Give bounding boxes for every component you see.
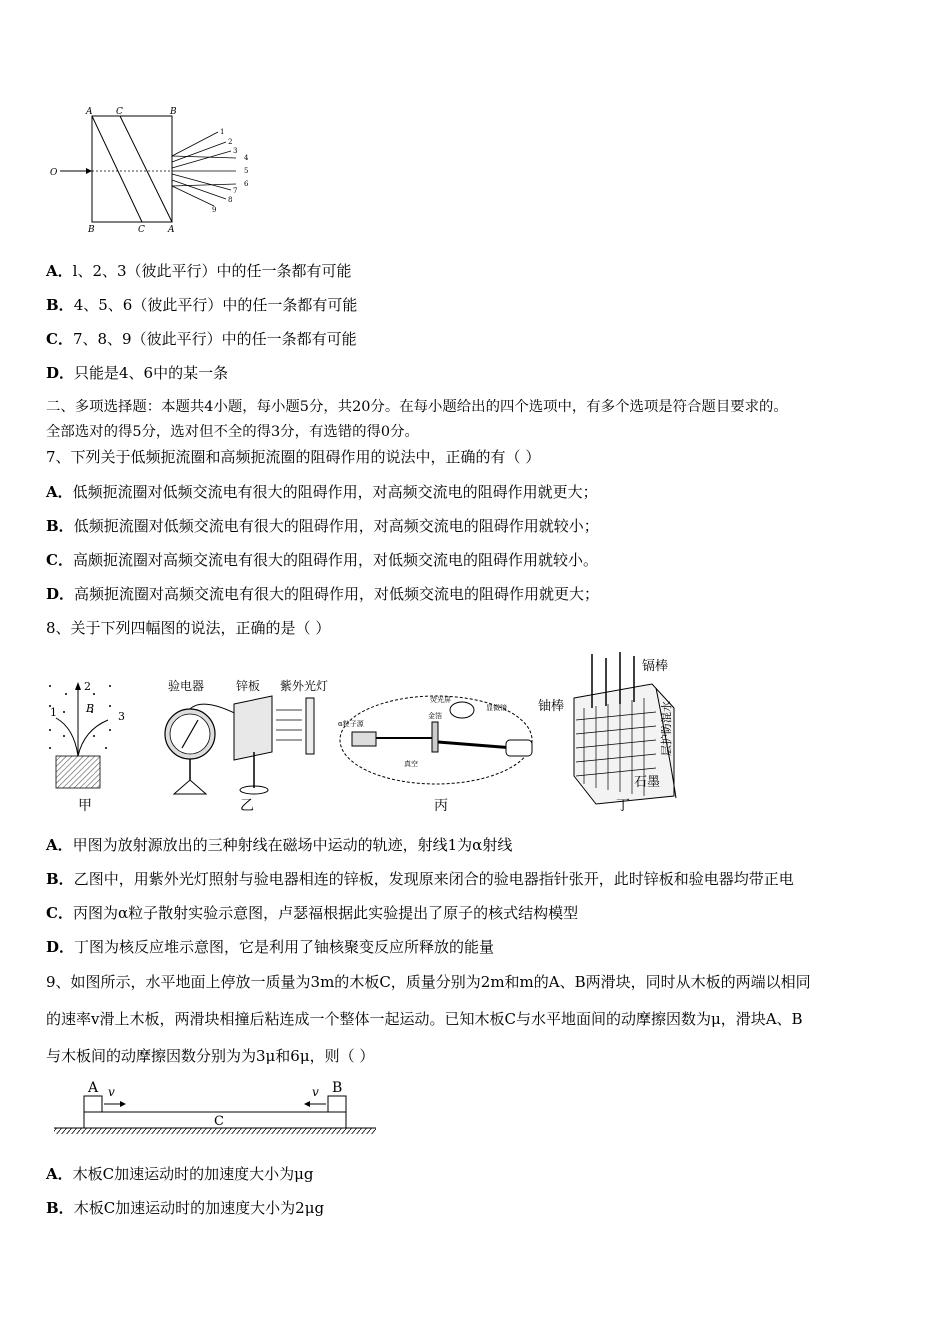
ding-label-water: 层护防混水 xyxy=(660,701,673,756)
option-text: 乙图中，用紫外光灯照射与验电器相连的锌板，发现原来闭合的验电器指针张开，此时锌板和验电器均带正电 xyxy=(73,870,794,888)
option-text: l、2、3（彼此平行）中的任一条都有可能 xyxy=(72,262,352,280)
option-text: 丁图为核反应堆示意图，它是利用了铀核聚变反应所释放的能量 xyxy=(74,938,495,956)
label-velocity-b: v xyxy=(312,1085,319,1099)
panel-yi xyxy=(165,678,328,814)
label-block-a: A xyxy=(88,1080,99,1096)
q7-option-a xyxy=(46,482,598,502)
ray-label-2: 2 xyxy=(228,138,233,146)
outgoing-rays xyxy=(172,132,236,206)
ding-label-cadmium: 镉棒 xyxy=(642,659,669,674)
option-letter: A． xyxy=(46,1165,73,1183)
option-letter: D． xyxy=(46,364,75,382)
block-a xyxy=(84,1096,102,1112)
option-letter: C． xyxy=(46,330,73,348)
q6-option-b xyxy=(46,295,357,315)
option-text: 高频扼流圈对高频交流电有很大的阻碍作用，对低频交流电的阻碍作用就更大； xyxy=(74,585,600,603)
microscope xyxy=(506,740,532,756)
panel-jia xyxy=(49,680,125,814)
jia-label-b: B xyxy=(86,702,95,715)
q9-stem-line1: 9、如图所示，水平地面上停放一质量为3m的木板C，质量分别为2m和m的A、B两滑块，同时从木板的两端以相同 xyxy=(46,973,811,991)
four-panel-figure xyxy=(44,648,684,816)
bing-label-screen: 荧光屏 xyxy=(430,696,451,704)
q7-option-c xyxy=(46,550,598,570)
option-letter: B． xyxy=(46,296,74,314)
q8-option-a xyxy=(46,835,512,855)
q8-option-c xyxy=(46,903,578,923)
ray-2-arrow xyxy=(75,682,81,690)
option-text: 7、8、9（彼此平行）中的任一条都有可能 xyxy=(72,330,357,348)
q7-stem: 7、下列关于低频扼流圈和高频扼流圈的阻碍作用的说法中，正确的有（ ） xyxy=(46,448,541,466)
q9-option-b xyxy=(46,1198,324,1218)
label-a-top: A xyxy=(86,107,93,117)
ray-label-1: 1 xyxy=(220,128,225,136)
gold-foil xyxy=(432,722,438,752)
ding-label-graphite: 石墨 xyxy=(634,775,661,790)
option-letter: A． xyxy=(46,836,73,854)
option-letter: B． xyxy=(46,1199,74,1217)
label-board-c: C xyxy=(214,1114,224,1129)
uv-lamp xyxy=(306,698,314,754)
jia-label-1: 1 xyxy=(50,706,57,719)
yi-label-zinc: 锌板 xyxy=(236,679,261,693)
prism-ray-figure xyxy=(46,104,266,234)
caption-ding: 丁 xyxy=(616,798,630,814)
q7-option-d xyxy=(46,584,599,604)
option-letter: C． xyxy=(46,551,73,569)
label-b-bottom: B xyxy=(88,225,95,234)
caption-jia: 甲 xyxy=(78,798,92,814)
yi-label-electroscope: 验电器 xyxy=(168,679,205,693)
jia-label-2: 2 xyxy=(84,680,91,693)
block-b xyxy=(328,1096,346,1112)
caption-bing: 丙 xyxy=(434,798,448,814)
option-letter: D． xyxy=(46,585,75,603)
option-text: 木板C加速运动时的加速度大小为2μg xyxy=(73,1199,325,1217)
q9-option-a xyxy=(46,1164,313,1184)
ray-label-6: 6 xyxy=(244,180,249,188)
bing-label-microscope: 显微镜 xyxy=(486,704,507,712)
q8-option-d xyxy=(46,937,494,957)
ray-label-9: 9 xyxy=(212,206,217,214)
yi-label-uv-lamp: 紫外光灯 xyxy=(280,679,329,693)
ray-1-track xyxy=(56,718,78,756)
prism-block xyxy=(92,116,172,222)
bing-label-vacuum: 真空 xyxy=(404,760,418,768)
ray-label-7: 7 xyxy=(233,187,238,195)
q8-stem: 8、关于下列四幅图的说法，正确的是（ ） xyxy=(46,619,331,637)
alpha-source xyxy=(352,732,376,746)
label-block-b: B xyxy=(332,1080,343,1096)
zinc-plate xyxy=(234,696,272,760)
ray-3-track xyxy=(78,720,108,756)
prism-diagonal-1 xyxy=(92,116,142,222)
option-text: 甲图为放射源放出的三种射线在磁场中运动的轨迹，射线1为α射线 xyxy=(72,836,513,854)
label-velocity-a: v xyxy=(108,1085,115,1099)
incident-arrow xyxy=(86,168,92,174)
panel-bing xyxy=(338,695,532,814)
option-letter: A． xyxy=(46,262,73,280)
option-letter: B． xyxy=(46,870,74,888)
ray-label-4: 4 xyxy=(244,154,249,162)
option-text: 低频扼流圈对低频交流电有很大的阻碍作用，对高频交流电的阻碍作用就较小； xyxy=(73,517,599,535)
q9-stem-line3: 与木板间的动摩擦因数分别为为3μ和6μ，则（ ） xyxy=(46,1047,375,1065)
option-text: 只能是4、6中的某一条 xyxy=(74,364,229,382)
q9-stem-line2: 的速率v滑上木板，两滑块相撞后粘连成一个整体一起运动。已知木板C与水平地面间的动摩擦因数为μ，滑块A、B xyxy=(46,1010,803,1028)
ray-label-3: 3 xyxy=(233,147,238,155)
caption-yi: 乙 xyxy=(240,798,254,814)
bing-label-source: α粒子源 xyxy=(338,720,364,728)
option-letter: B． xyxy=(46,517,74,535)
option-letter: C． xyxy=(46,904,73,922)
bing-label-foil: 金箔 xyxy=(428,712,442,720)
section2-heading-line1: 二、多项选择题：本题共4小题，每小题5分，共20分。在每小题给出的四个选项中，有多个选项是符合题目要求的。 xyxy=(46,399,788,415)
label-c-top: C xyxy=(116,107,123,117)
board-and-blocks-figure xyxy=(50,1076,380,1138)
option-text: 4、5、6（彼此平行）中的任一条都有可能 xyxy=(73,296,358,314)
option-letter: D． xyxy=(46,938,75,956)
q6-option-a xyxy=(46,261,352,281)
q6-option-c xyxy=(46,329,357,349)
q8-option-b xyxy=(46,869,794,889)
option-text: 高颇扼流圈对高频交流电有很大的阻碍作用，对低频交流电的阻碍作用就较小。 xyxy=(72,551,598,569)
option-letter: A． xyxy=(46,483,73,501)
label-c-bottom: C xyxy=(138,225,145,234)
panel-ding xyxy=(538,652,676,814)
option-text: 木板C加速运动时的加速度大小为μg xyxy=(72,1165,314,1183)
label-b-top: B xyxy=(170,107,177,117)
q6-option-d xyxy=(46,363,228,383)
label-a-bottom: A xyxy=(168,225,175,234)
option-text: 丙图为α粒子散射实验示意图，卢瑟福根据此实验提出了原子的核式结构模型 xyxy=(72,904,579,922)
ray-label-5: 5 xyxy=(244,167,249,175)
radiation-source xyxy=(56,756,100,788)
prism-diagonal-2 xyxy=(120,116,172,222)
ding-label-uranium: 铀棒 xyxy=(538,699,565,714)
section2-heading-line2: 全部选对的得5分，选对但不全的得3分，有选错的得0分。 xyxy=(46,424,419,440)
uv-rays xyxy=(276,710,302,740)
ray-label-8: 8 xyxy=(228,196,233,204)
magnetic-field-dots xyxy=(49,685,111,749)
option-text: 低频扼流圈对低频交流电有很大的阻碍作用，对高频交流电的阻碍作用就更大； xyxy=(72,483,598,501)
label-o: O xyxy=(50,168,58,178)
q7-option-b xyxy=(46,516,599,536)
jia-label-3: 3 xyxy=(118,710,125,723)
